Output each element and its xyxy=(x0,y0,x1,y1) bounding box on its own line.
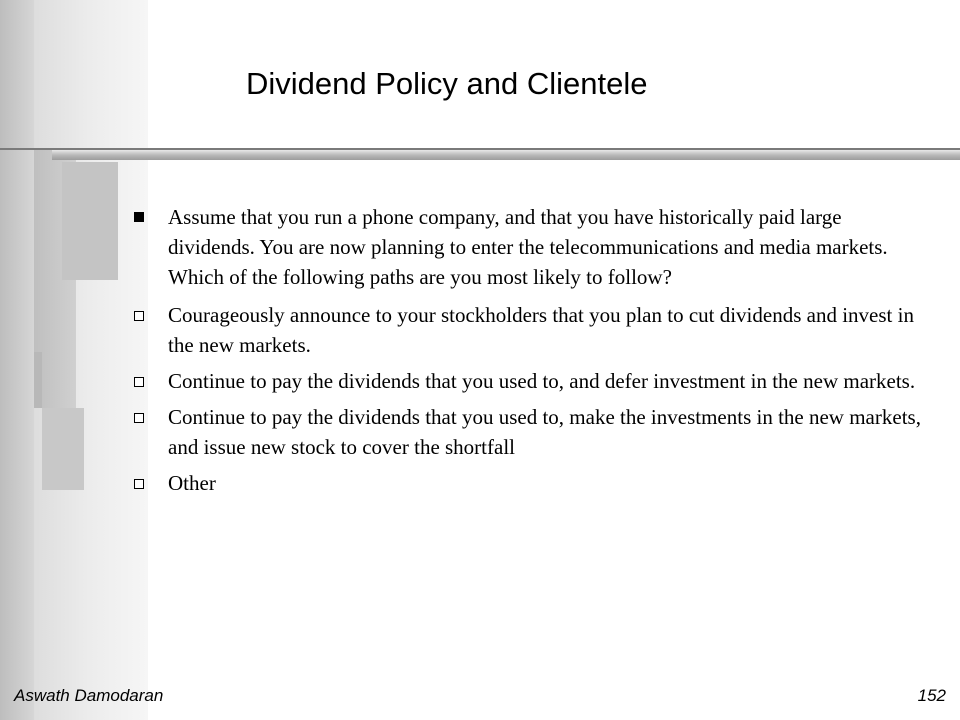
option-bullet xyxy=(130,402,930,462)
header-divider-bar xyxy=(52,150,960,160)
option-text: Other xyxy=(168,471,216,495)
lead-bullet-text: Assume that you run a phone company, and that you have historically paid large dividends. You are now planning to enter the telecommunications and media markets. Which of the following paths are you most likely to follow? xyxy=(168,205,888,289)
decorative-bar xyxy=(34,352,42,408)
option-text: Continue to pay the dividends that you used to, and defer investment in the new markets. xyxy=(168,369,916,393)
footer-page-number: 152 xyxy=(917,686,946,705)
lead-bullet xyxy=(130,202,930,292)
option-bullet xyxy=(130,468,930,498)
option-text: Continue to pay the dividends that you used to, make the investments in the new markets, and issue new stock to cover the shortfall xyxy=(168,405,921,459)
decorative-bar xyxy=(0,0,34,720)
option-bullet xyxy=(130,366,930,396)
filled-square-bullet-icon xyxy=(134,212,144,222)
footer-author: Aswath Damodaran xyxy=(14,686,164,705)
hollow-square-bullet-icon xyxy=(134,479,144,489)
slide-title: Dividend Policy and Clientele xyxy=(246,66,648,101)
decorative-bar xyxy=(62,162,118,280)
option-text: Courageously announce to your stockholders that you plan to cut dividends and invest in the new markets. xyxy=(168,303,914,357)
decorative-bar xyxy=(42,408,84,490)
hollow-square-bullet-icon xyxy=(134,413,144,423)
slide-body xyxy=(130,202,930,504)
hollow-square-bullet-icon xyxy=(134,311,144,321)
option-bullet xyxy=(130,300,930,360)
hollow-square-bullet-icon xyxy=(134,377,144,387)
